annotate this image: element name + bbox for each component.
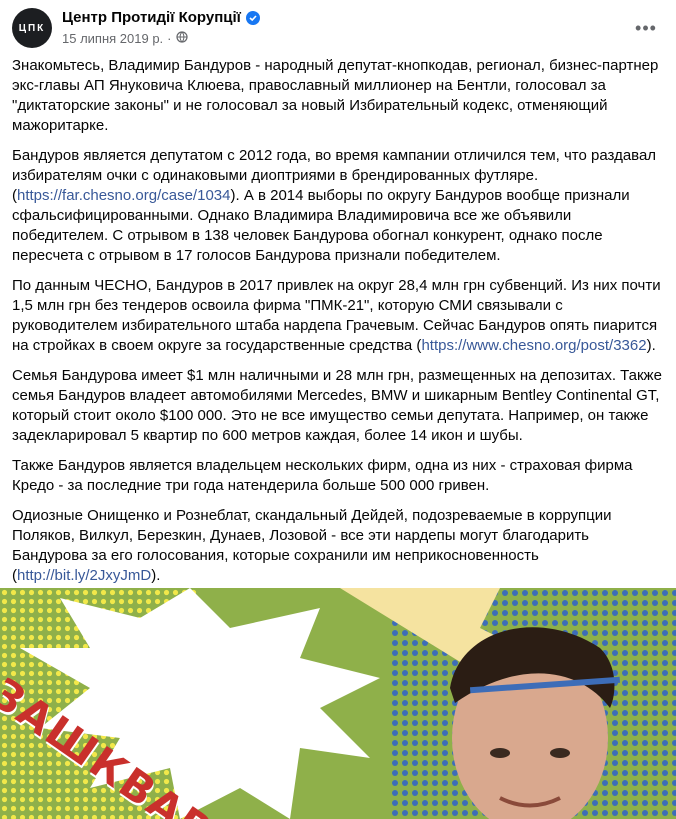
post-body (12, 56, 664, 626)
verified-badge-icon (246, 11, 260, 25)
paragraph-6: Одиозные Онищенко и Рознеблат, скандальный Дейдей, подозреваемые в коррупции Поляков, Вилкул, Березкин, Дунаев, Лозовой - все эти нардепы могут благодарить Бандурова за его голосования, которые сохранили им неприкосновенность (http://bit.ly/2JxyJmD). (12, 507, 612, 584)
paragraph-3: По данным ЧЕСНО, Бандуров в 2017 привлек на округ 28,4 млн грн субвенций. Из них почти 1,5 млн грн без тендеров освоила фирма "ПМК-21", которую СМИ связывали с руководителем избирательного штаба нардепа Грачевым. Сейчас Бандуров опять пиарится на стройках в своем округе за государственные средства (https://www.chesno.org/post/3362). (12, 277, 661, 354)
post-meta (62, 31, 188, 46)
link-bitly[interactable]: http://bit.ly/2JxyJmD (17, 567, 152, 584)
link-far-chesno[interactable]: https://far.chesno.org/case/1034 (17, 187, 231, 204)
post-image[interactable] (0, 588, 676, 819)
post-date[interactable]: 15 липня 2019 р. (62, 31, 164, 46)
link-chesno-post[interactable]: https://www.chesno.org/post/3362 (421, 337, 647, 354)
paragraph-4: Семья Бандурова имеет $1 млн наличными и 28 млн грн, размещенных на депозитах. Также семья Бандуров владеет автомобилями Mercedes, BMW и шикарным Bentley Continental GT, который стоит около $100 000. Это не все имущество семьи депутата. Например, он также задекларировал 5 квартир по 600 метров каждая, более 14 икон и шубы. (12, 367, 662, 444)
image-eye-right (550, 748, 570, 758)
paragraph-2: Бандуров является депутатом с 2012 года, во время кампании отличился тем, что раздавал избирателям очки с одинаковыми диоптриями в брендированных футляре. (https://far.chesno.org/case/1034). А в 2014 выборы по округу Бандуров вообще признали сфальсифицированными. Однако Владимира Владимировича все же объявили победителем. С отрывом в 138 человек Бандурова обогнал конкурент, однако после пересчета с отрывом в 17 голосов Бандурова признали победителем. (12, 147, 657, 264)
paragraph-1: Знакомьтесь, Владимир Бандуров - народный депутат-кнопкодав, регионал, бизнес-партнер экс-главы АП Януковича Клюева, православный миллионер на Бентли, голосовал за "диктаторские законы" и не голосовал за новый Избирательный кодекс, отменяющий мажоритарке. (12, 57, 659, 134)
more-options-button[interactable] (632, 14, 660, 42)
post-header (12, 6, 664, 50)
page-avatar[interactable]: ЦПК (12, 8, 52, 48)
globe-icon[interactable] (176, 31, 188, 46)
image-eye-left (490, 748, 510, 758)
meta-separator: · (167, 31, 172, 46)
page-name-row (62, 9, 260, 26)
ellipsis-icon: ••• (635, 17, 657, 38)
page-name-link[interactable]: Центр Протидії Корупції (62, 9, 241, 26)
paragraph-5: Также Бандуров является владельцем нескольких фирм, одна из них - страховая фирма Кредо - за последние три года натендерила больше 500 000 гривен. (12, 457, 633, 494)
